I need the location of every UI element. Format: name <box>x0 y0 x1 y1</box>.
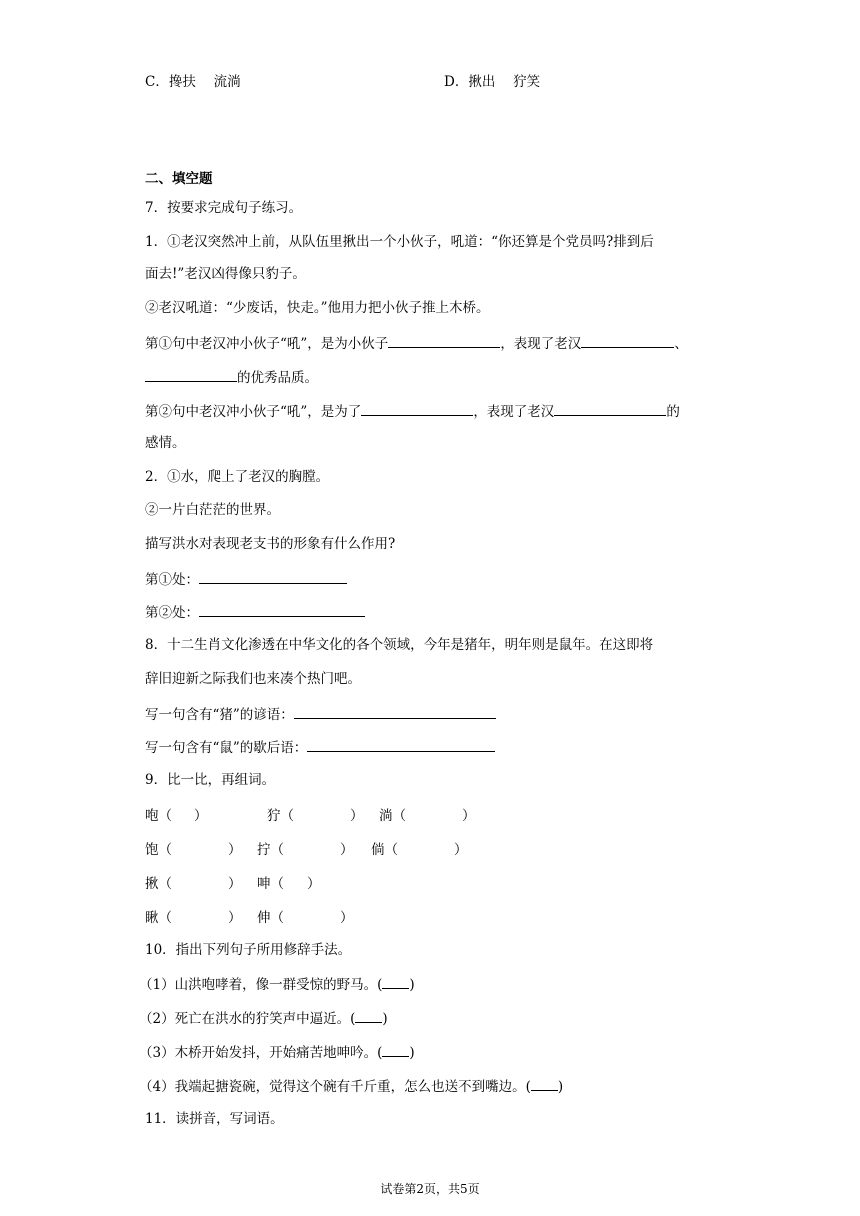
option-c: C．搀扶 流淌 <box>145 74 241 90</box>
q7-p2-question: 描写洪水对表现老支书的形象有什么作用? <box>145 536 396 552</box>
q10-item-1: （1）山洪咆哮着，像一群受惊的野马。( ) <box>139 973 722 995</box>
q9-r2-b-close: ） <box>340 842 354 858</box>
q7-answer2: 第②句中老汉冲小伙子“吼”，是为了 ，表现了老汉 的 <box>145 400 722 422</box>
q9-r3-a-close: ） <box>228 876 242 892</box>
q9-r2-c-close: ） <box>454 842 468 858</box>
q9-r2-b: 拧（ <box>257 842 284 858</box>
q8-line2: 辞旧迎新之际我们也来凑个热门吧。 <box>145 671 361 687</box>
option-d: D．揪出 狞笑 <box>444 74 541 90</box>
q9-r2-a-close: ） <box>228 842 242 858</box>
q7-s1-line2: 面去!”老汉凶得像只豹子。 <box>145 266 306 282</box>
q9-r3-b: 呻（ <box>257 876 284 892</box>
answer-blank[interactable] <box>307 736 495 752</box>
answer-blank[interactable] <box>355 1007 382 1023</box>
q9-r2-c: 倘（ <box>371 842 398 858</box>
answer-blank[interactable] <box>361 400 473 416</box>
answer-blank[interactable] <box>531 1075 558 1091</box>
answer-blank[interactable] <box>294 703 496 719</box>
q7-p2-line1: 2．①水，爬上了老汉的胸膛。 <box>145 469 330 485</box>
q9-r1-a: 咆（ <box>145 808 172 824</box>
q9-r1-b: 狞（ <box>267 808 294 824</box>
answer-blank[interactable] <box>581 332 674 348</box>
q7-answer1-cont: 的优秀品质。 <box>145 366 722 388</box>
q10-stem: 10．指出下列句子所用修辞手法。 <box>145 942 352 958</box>
q9-stem: 9．比一比，再组词。 <box>145 772 276 788</box>
q7-s1-line1: 1．①老汉突然冲上前，从队伍里揪出一个小伙子，吼道：“你还算是个党员吗?排到后 <box>145 234 654 250</box>
q8-ask1: 写一句含有“猪”的谚语： <box>145 703 722 725</box>
answer-blank[interactable] <box>145 366 237 382</box>
q7-stem: 7．按要求完成句子练习。 <box>145 200 303 216</box>
q11-stem: 11．读拼音，写词语。 <box>145 1111 284 1127</box>
q7-p2-line2: ②一片白茫茫的世界。 <box>145 502 280 518</box>
answer-blank[interactable] <box>382 1041 409 1057</box>
page-footer: 试卷第2页，共5页 <box>380 1182 480 1196</box>
q7-p2-answer2: 第②处： <box>145 601 722 623</box>
q9-r4-a: 瞅（ <box>145 910 172 926</box>
q8-line1: 8．十二生肖文化渗透在中华文化的各个领域，今年是猪年，明年则是鼠年。在这即将 <box>145 637 654 653</box>
q9-r1-a-close: ） <box>194 808 208 824</box>
q9-r1-c: 淌（ <box>379 808 406 824</box>
q7-p2-answer1: 第①处： <box>145 568 722 590</box>
section-title: 二、填空题 <box>145 171 213 187</box>
q7-s2: ②老汉吼道：“少废话，快走。”他用力把小伙子推上木桥。 <box>145 300 490 316</box>
q9-r4-b: 伸（ <box>257 910 284 926</box>
q9-r2-a: 饱（ <box>145 842 172 858</box>
answer-blank[interactable] <box>554 400 666 416</box>
q9-r1-b-close: ） <box>350 808 364 824</box>
q8-ask2: 写一句含有“鼠”的歇后语： <box>145 736 722 758</box>
q10-item-4: （4）我端起搪瓷碗，觉得这个碗有千斤重，怎么也送不到嘴边。( ) <box>139 1075 722 1097</box>
answer-blank[interactable] <box>382 973 409 989</box>
q7-answer1: 第①句中老汉冲小伙子“吼”，是为小伙子 ，表现了老汉 、 <box>145 332 722 354</box>
q7-answer2-cont: 感情。 <box>145 435 186 451</box>
q9-r4-b-close: ） <box>340 910 354 926</box>
q10-item-3: （3）木桥开始发抖，开始痛苦地呻吟。( ) <box>139 1041 722 1063</box>
q9-r4-a-close: ） <box>228 910 242 926</box>
q10-item-2: （2）死亡在洪水的狞笑声中逼近。( ) <box>139 1007 722 1029</box>
q9-r3-a: 揪（ <box>145 876 172 892</box>
answer-blank[interactable] <box>388 332 500 348</box>
answer-blank[interactable] <box>199 601 365 617</box>
q9-r1-c-close: ） <box>462 808 476 824</box>
q9-r3-b-close: ） <box>307 876 321 892</box>
answer-blank[interactable] <box>199 568 347 584</box>
